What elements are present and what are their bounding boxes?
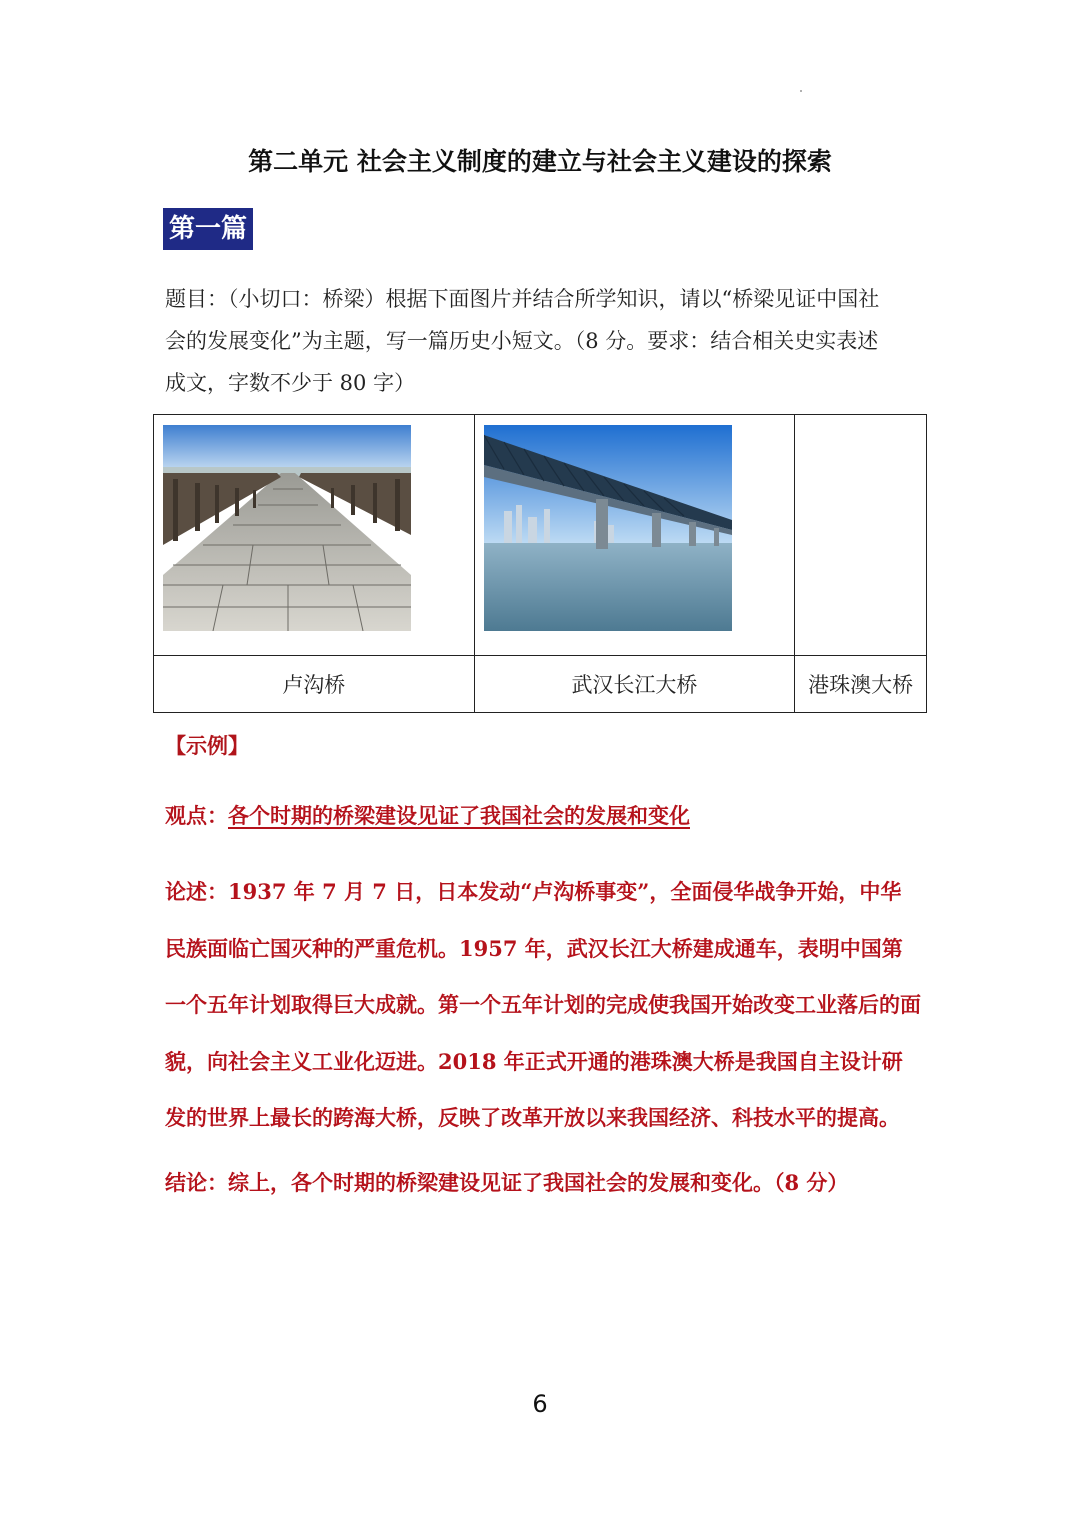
- argument-paragraph: 论述：1937 年 7 月 7 日，日本发动“卢沟桥事变”，全面侵华战争开始，中华民族面临亡国灭种的严重危机。1957 年，武汉长江大桥建成通车，表明中国第一个五年计划取得巨大成就。第一个五年计划的完成使我国开始改变工业落后的面貌，向社会主义工业化迈进。2018 年正式开通的港珠澳大桥是我国自主设计研发的世界上最长的跨海大桥，反映了改革开放以来我国经济、科技水平的提高。: [165, 879, 921, 1130]
- bridge-label: 卢沟桥: [154, 656, 475, 713]
- lugou-bridge-photo: [163, 425, 411, 631]
- image-cell-lugou: [154, 415, 475, 656]
- page-number: 6: [532, 1390, 548, 1418]
- image-cell-hzmb: [795, 415, 927, 656]
- bridge-table: [153, 414, 927, 713]
- question-line: 题目：（小切口：桥梁）根据下面图片并结合所学知识，请以“桥梁见证中国社: [165, 287, 880, 311]
- viewpoint-prefix: 观点：: [165, 803, 228, 828]
- bridge-label: 武汉长江大桥: [474, 656, 795, 713]
- question-line: 成文，字数不少于 80 字）: [165, 371, 416, 395]
- stray-dot: [800, 90, 802, 92]
- viewpoint: [165, 800, 690, 830]
- question-prompt: [165, 278, 917, 404]
- question-line: 会的发展变化”为主题，写一篇历史小短文。（8 分。要求：结合相关史实表述: [165, 329, 879, 353]
- unit-title: 第二单元 社会主义制度的建立与社会主义建设的探索: [248, 147, 832, 176]
- conclusion: 结论：综上，各个时期的桥梁建设见证了我国社会的发展和变化。（8 分）: [165, 1170, 849, 1195]
- bridge-label: 港珠澳大桥: [795, 656, 927, 713]
- example-heading: 【示例】: [165, 733, 249, 758]
- viewpoint-text: 各个时期的桥梁建设见证了我国社会的发展和变化: [228, 803, 690, 828]
- section-badge: 第一篇: [163, 208, 253, 250]
- wuhan-bridge-photo: [484, 425, 732, 631]
- image-cell-wuhan: [474, 415, 795, 656]
